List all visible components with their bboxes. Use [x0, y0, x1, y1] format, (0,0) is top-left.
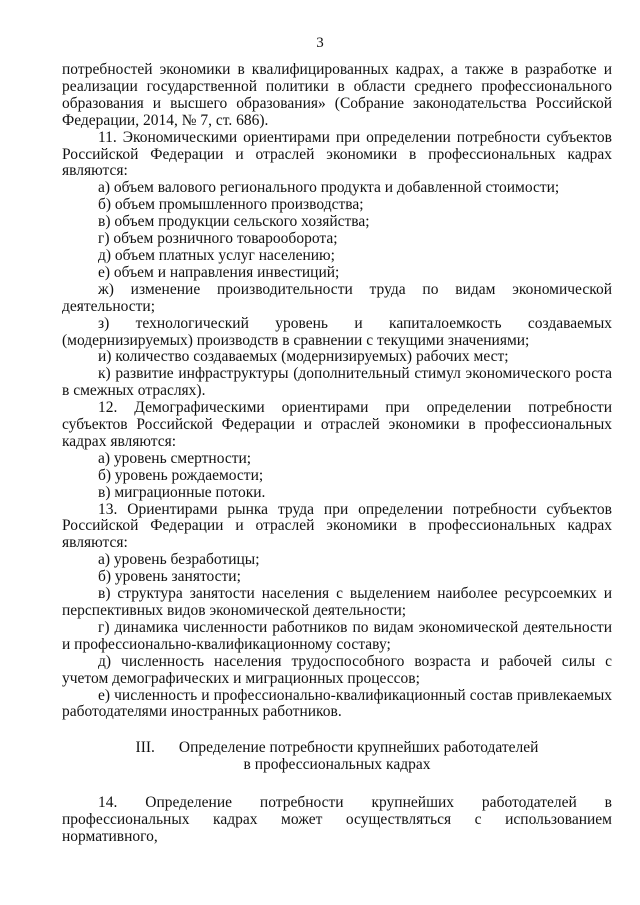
- item-13-b: б) уровень занятости;: [98, 568, 241, 586]
- item-13-g: г) динамика численности работников по видам экономической деятельности и профессионально-квалификационному составу;: [62, 618, 612, 653]
- item-13-lead: 13. Ориентирами рынка труда при определении потребности субъектов Российской Федерации и отраслей экономики в профессиональных кадрах являются:: [62, 500, 612, 552]
- item-12-b: б) уровень рождаемости;: [98, 466, 264, 484]
- item-11-d: д) объем платных услуг населению;: [98, 246, 335, 264]
- item-12-v: в) миграционные потоки.: [98, 483, 266, 501]
- item-11-e: е) объем и направления инвестиций;: [98, 263, 340, 281]
- item-13-a: а) уровень безработицы;: [98, 551, 260, 569]
- item-11-v: в) объем продукции сельского хозяйства;: [98, 213, 370, 231]
- item-11-b: б) объем промышленного производства;: [98, 196, 364, 214]
- item-11-z: з) технологический уровень и капиталоемкость создаваемых (модернизируемых) производств в сравнении с текущими значениями;: [62, 314, 612, 349]
- item-11-lead: 11. Экономическими ориентирами при определении потребности субъектов Российской Федерации и отраслей экономики в профессиональных кадрах являются:: [62, 128, 612, 180]
- item-11-zh: ж) изменение производительности труда по видам экономической деятельности;: [62, 280, 612, 315]
- section-item-12: [62, 400, 612, 501]
- intro-continuation-paragraph: потребностей экономики в квалифицированных кадрах, а также в разработке и реализации государственной политики в области среднего профессионального образования и высшего образования» (Собрание законодательства Российской Федерации, 2014, № 7, ст. 686).: [62, 61, 612, 129]
- item-13-d: д) численность населения трудоспособного возраста и рабочей силы с учетом демографических и миграционных процессов;: [62, 652, 612, 687]
- item-14-paragraph: 14. Определение потребности крупнейших работодателей в профессиональных кадрах может осуществляться с использованием нормативного,: [62, 794, 612, 846]
- document-body: [62, 62, 612, 846]
- item-13-v: в) структура занятости населения с выделением наиболее ресурсоемких и перспективных видов экономической деятельности;: [62, 585, 612, 619]
- item-11-a: а) объем валового регионального продукта и добавленной стоимости;: [98, 179, 560, 197]
- item-11-i: и) количество создаваемых (модернизируемых) рабочих мест;: [98, 348, 509, 366]
- item-13-e: е) численность и профессионально-квалификационный состав привлекаемых работодателями иностранных работников.: [62, 686, 612, 721]
- section-3-heading: [62, 739, 612, 773]
- section-item-13: [62, 502, 612, 722]
- item-11-g: г) объем розничного товарооборота;: [98, 230, 338, 248]
- page-number: 3: [316, 35, 324, 51]
- section-3-title-line-2: в профессиональных кадрах: [243, 756, 431, 774]
- item-12-a: а) уровень смертности;: [98, 449, 252, 467]
- section-3-title-line-1: Определение потребности крупнейших работодателей: [178, 739, 539, 757]
- section-3-number: III.: [135, 739, 155, 757]
- item-11-k: к) развитие инфраструктуры (дополнительный стимул экономического роста в смежных отраслях).: [62, 365, 612, 400]
- section-item-11: [62, 130, 612, 401]
- item-12-lead: 12. Демографическими ориентирами при определении потребности субъектов Российской Федерации и отраслей экономики в профессиональных кадрах являются:: [62, 399, 612, 450]
